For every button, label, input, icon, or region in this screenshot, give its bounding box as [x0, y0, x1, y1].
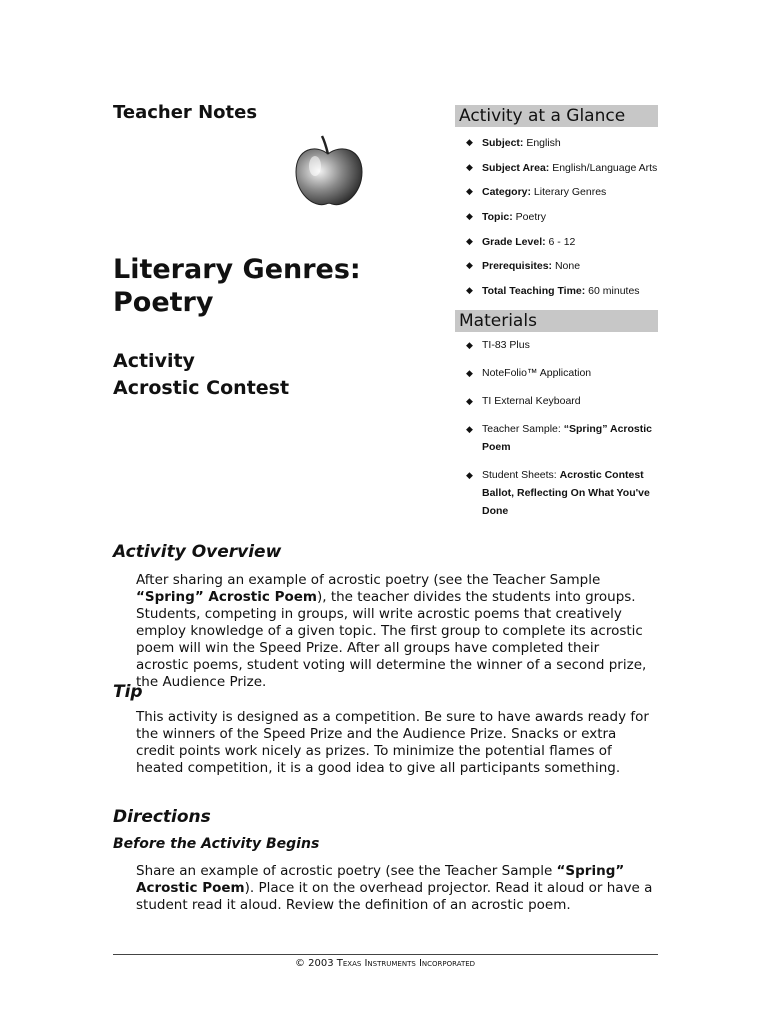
diamond-bullet-icon: ◆ — [466, 285, 473, 296]
diamond-bullet-icon: ◆ — [466, 235, 473, 246]
diamond-bullet-icon: ◆ — [466, 368, 473, 378]
materials-heading: Materials — [455, 310, 658, 332]
glance-item-label: Grade Level: — [482, 235, 546, 248]
copyright-footer: © 2003 Texas Instruments Incorporated — [294, 958, 476, 969]
glance-item-label: Total Teaching Time: — [482, 285, 586, 298]
materials-item: ◆ NoteFolio™ Application — [466, 364, 661, 382]
diamond-bullet-icon: ◆ — [466, 396, 473, 406]
activity-subtitle — [113, 348, 289, 402]
glance-item-value: None — [552, 260, 581, 273]
glance-item-label: Topic: — [482, 211, 513, 224]
teacher-notes-heading: Teacher Notes — [113, 102, 258, 123]
glance-item — [466, 236, 661, 261]
apple-icon — [288, 132, 368, 210]
directions-paragraph: Share an example of acrostic poetry (see the Teacher Sample “Spring” Acrostic Poem). Place it on the overhead projector. Read it aloud or have a student read it aloud. Review the definition of an acrostic poem. — [136, 863, 653, 913]
materials-item: ◆ TI-83 Plus — [466, 336, 661, 354]
before-activity-heading: Before the Activity Begins — [113, 836, 320, 852]
glance-item-value: 6 - 12 — [545, 235, 576, 248]
diamond-bullet-icon: ◆ — [466, 470, 473, 480]
diamond-bullet-icon: ◆ — [466, 161, 473, 172]
glance-item — [466, 285, 661, 310]
glance-heading: Activity at a Glance — [455, 105, 658, 127]
glance-list — [466, 137, 661, 310]
glance-item-label: Subject: — [482, 137, 524, 149]
glance-item-label: Category: — [482, 186, 532, 199]
glance-item — [466, 137, 661, 162]
glance-item-value: English — [523, 137, 561, 149]
diamond-bullet-icon: ◆ — [466, 424, 473, 434]
title-line-1: Literary Genres: — [113, 254, 361, 285]
subtitle-line-2: Acrostic Contest — [113, 377, 290, 399]
overview-paragraph: After sharing an example of acrostic poetry (see the Teacher Sample “Spring” Acrostic Poem), the teacher divides the students into groups. Students, competing in groups, will write acrostic poems that creatively employ knowledge of a given topic. The first group to complete its acrostic poem will win the Speed Prize. After all groups have completed their acrostic poems, student voting will determine the winner of a second prize, the Audience Prize. — [136, 572, 647, 690]
overview-heading: Activity Overview — [113, 542, 282, 562]
tip-heading: Tip — [113, 682, 143, 702]
glance-item — [466, 162, 661, 187]
glance-item — [466, 260, 661, 285]
diamond-bullet-icon: ◆ — [466, 340, 473, 350]
glance-item — [466, 186, 661, 211]
tip-paragraph: This activity is designed as a competition. Be sure to have awards ready for the winners of the Speed Prize and the Audience Prize. Snacks or extra credit points work nicely as prizes. To minimize the potential flames of heated competition, it is a good idea to give all participants something. — [136, 709, 649, 776]
title-line-2: Poetry — [113, 287, 214, 318]
diamond-bullet-icon: ◆ — [466, 260, 473, 271]
subtitle-line-1: Activity — [113, 350, 195, 372]
glance-item-value: Literary Genres — [531, 186, 607, 199]
glance-item-value: English/Language Arts — [549, 161, 658, 174]
document-title — [113, 253, 361, 319]
directions-heading: Directions — [113, 807, 211, 827]
diamond-bullet-icon: ◆ — [466, 211, 473, 222]
diamond-bullet-icon: ◆ — [466, 186, 473, 197]
materials-item: ◆ TI External Keyboard — [466, 392, 661, 410]
glance-item-value: Poetry — [512, 211, 546, 224]
footer-divider — [113, 954, 658, 955]
materials-item: ◆ Student Sheets: Acrostic Contest Ballot, Reflecting On What You've Done — [466, 466, 661, 520]
glance-item-label: Prerequisites: — [482, 260, 553, 273]
materials-list — [466, 336, 661, 530]
glance-item-value: 60 minutes — [585, 285, 640, 298]
glance-item-label: Subject Area: — [482, 161, 550, 174]
materials-item: ◆ Teacher Sample: “Spring” Acrostic Poem — [466, 420, 661, 456]
glance-item — [466, 211, 661, 236]
diamond-bullet-icon: ◆ — [466, 137, 473, 147]
